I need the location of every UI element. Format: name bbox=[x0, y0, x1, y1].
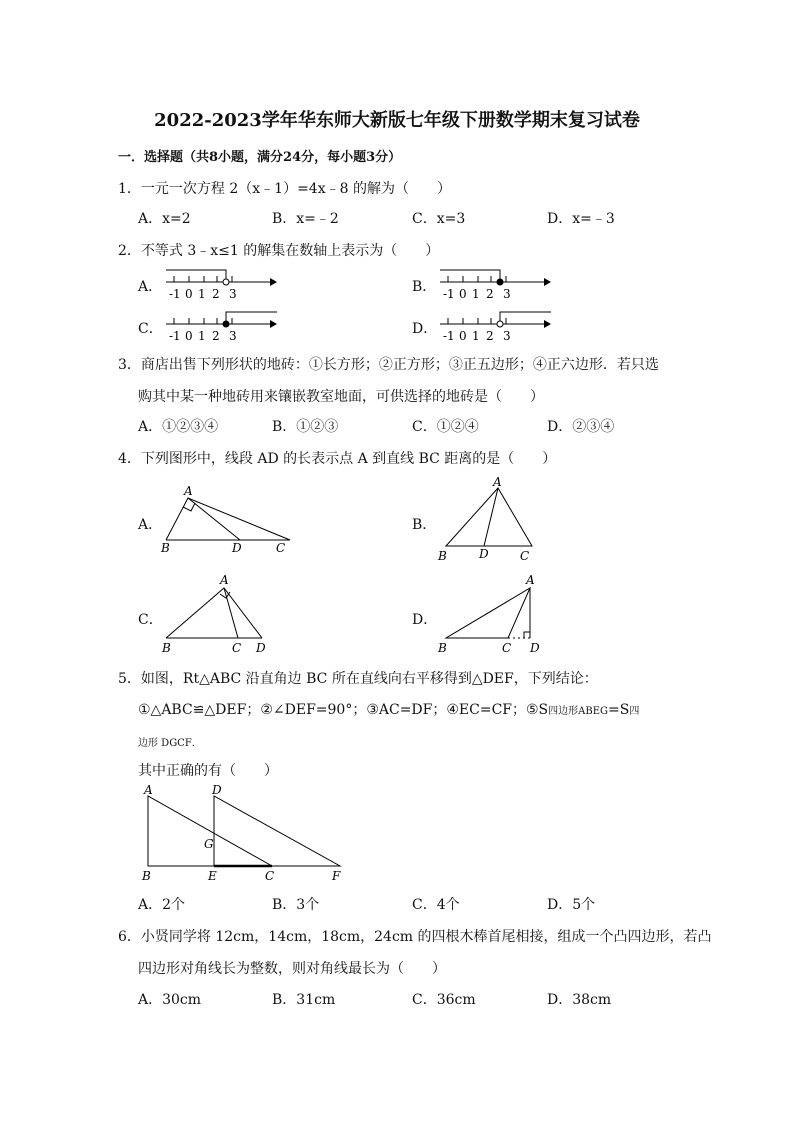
q2-option-b: B． bbox=[412, 279, 437, 295]
q1-option-d: D．x=﹣3 bbox=[547, 211, 615, 227]
q4-option-b: B． bbox=[412, 517, 437, 533]
question-2-stem: 2．不等式 3﹣x≤1 的解集在数轴上表示为（ ） bbox=[118, 243, 440, 259]
q1-option-b: B．x=﹣2 bbox=[272, 211, 339, 227]
tick-label: 1 bbox=[472, 287, 480, 301]
tick-label: 3 bbox=[229, 287, 237, 301]
q4-figure-b bbox=[434, 476, 544, 564]
tick-label: 2 bbox=[486, 329, 494, 343]
q5-figure bbox=[138, 782, 354, 886]
q4-figure-d bbox=[432, 572, 552, 656]
q6-option-b: B．31cm bbox=[272, 992, 336, 1008]
label-a: A bbox=[184, 484, 193, 498]
tick-label: 0 bbox=[459, 329, 467, 343]
q5-option-a: A．2个 bbox=[138, 897, 186, 913]
q2-option-c: C． bbox=[138, 321, 163, 337]
label-d: D bbox=[256, 641, 266, 655]
label-d: D bbox=[530, 641, 540, 655]
label-g: G bbox=[204, 837, 214, 851]
label-a: A bbox=[493, 476, 502, 489]
q3-option-b: B．①②③ bbox=[272, 419, 339, 435]
q2-numberline-c bbox=[160, 304, 280, 346]
label-d: D bbox=[212, 783, 222, 797]
tick-label: 1 bbox=[472, 329, 480, 343]
tick-label: -1 bbox=[169, 287, 181, 301]
label-f: F bbox=[332, 869, 341, 883]
label-d: D bbox=[232, 541, 242, 554]
q2-numberline-b bbox=[434, 264, 554, 304]
tick-label: 2 bbox=[212, 329, 220, 343]
question-4-stem: 4．下列图形中，线段 AD 的长表示点 A 到直线 BC 距离的是（ ） bbox=[118, 451, 557, 467]
q3-option-d: D．②③④ bbox=[547, 419, 615, 435]
q1-option-c: C．x=3 bbox=[412, 211, 466, 227]
q5-ask: 其中正确的有（ ） bbox=[138, 763, 278, 779]
q4-option-d: D． bbox=[412, 612, 438, 628]
question-3-stem-line1: 3．商店出售下列形状的地砖：①长方形；②正方形；③正五边形；④正六边形．若只选 bbox=[118, 357, 659, 373]
q5-conclusions-text: ①△ABC≌△DEF；②∠DEF=90°；③AC=DF；④EC=CF；⑤S bbox=[138, 702, 549, 718]
q6-option-a: A．30cm bbox=[138, 992, 202, 1008]
section-heading: 一．选择题（共8小题，满分24分，每小题3分） bbox=[118, 150, 402, 165]
q4-option-a: A． bbox=[138, 517, 163, 533]
q5-subscript-2: 四 bbox=[629, 706, 640, 717]
label-b: B bbox=[438, 549, 447, 563]
q3-option-c: C．①②④ bbox=[412, 419, 479, 435]
label-c: C bbox=[520, 549, 530, 563]
tick-label: 0 bbox=[185, 329, 193, 343]
tick-label: 3 bbox=[503, 329, 511, 343]
tick-label: -1 bbox=[443, 287, 455, 301]
label-b: B bbox=[438, 641, 447, 655]
q5-equals: =S bbox=[608, 702, 630, 718]
label-a: A bbox=[220, 573, 229, 587]
tick-label: 2 bbox=[486, 287, 494, 301]
label-b: B bbox=[161, 541, 170, 554]
label-c: C bbox=[276, 541, 286, 554]
q3-option-a: A．①②③④ bbox=[138, 419, 219, 435]
question-3-stem-line2: 购其中某一种地砖用来镶嵌教室地面，可供选择的地砖是（ ） bbox=[138, 389, 544, 405]
label-c: C bbox=[502, 641, 512, 655]
label-a: A bbox=[144, 783, 153, 797]
q4-option-c: C． bbox=[138, 612, 163, 628]
tick-label: 3 bbox=[229, 329, 237, 343]
q4-figure-c bbox=[158, 572, 278, 656]
q2-numberline-d bbox=[434, 304, 554, 346]
q6-option-d: D．38cm bbox=[547, 992, 612, 1008]
label-a: A bbox=[526, 573, 535, 587]
question-1-stem: 1．一元一次方程 2（x﹣1）=4x﹣8 的解为（ ） bbox=[118, 181, 451, 197]
label-e: E bbox=[208, 869, 217, 883]
q1-option-a: A．x=2 bbox=[138, 211, 191, 227]
q5-option-d: D．5个 bbox=[547, 897, 596, 913]
q6-option-c: C．36cm bbox=[412, 992, 476, 1008]
question-6-stem-line2: 四边形对角线长为整数，则对角线最长为（ ） bbox=[138, 961, 446, 977]
q5-option-c: C．4个 bbox=[412, 897, 460, 913]
q5-subscript-continued: 边形 DGCF． bbox=[138, 738, 202, 749]
q5-conclusions bbox=[138, 699, 639, 719]
label-b: B bbox=[162, 641, 171, 655]
q2-numberline-a bbox=[160, 264, 280, 304]
label-b: B bbox=[142, 869, 151, 883]
tick-label: 2 bbox=[212, 287, 220, 301]
q5-subscript-1: 四边形ABEG bbox=[548, 706, 609, 717]
tick-label: 3 bbox=[503, 287, 511, 301]
label-c: C bbox=[232, 641, 242, 655]
label-d: D bbox=[479, 547, 489, 561]
question-5-stem: 5．如图，Rt△ABC 沿直角边 BC 所在直线向右平移得到△DEF，下列结论： bbox=[118, 671, 598, 687]
tick-label: -1 bbox=[169, 329, 181, 343]
q4-figure-a bbox=[158, 484, 298, 554]
tick-label: 0 bbox=[459, 287, 467, 301]
tick-label: -1 bbox=[443, 329, 455, 343]
tick-label: 1 bbox=[198, 329, 206, 343]
question-6-stem-line1: 6．小贤同学将 12cm，14cm，18cm，24cm 的四根木棒首尾相接，组成一个凸四边形，若凸 bbox=[118, 929, 712, 945]
q2-option-d: D． bbox=[412, 321, 438, 337]
q5-option-b: B．3个 bbox=[272, 897, 320, 913]
tick-label: 1 bbox=[198, 287, 206, 301]
page-title: 2022-2023学年华东师大新版七年级下册数学期末复习试卷 bbox=[154, 110, 640, 131]
label-c: C bbox=[265, 869, 275, 883]
tick-label: 0 bbox=[185, 287, 193, 301]
q2-option-a: A． bbox=[138, 279, 163, 295]
